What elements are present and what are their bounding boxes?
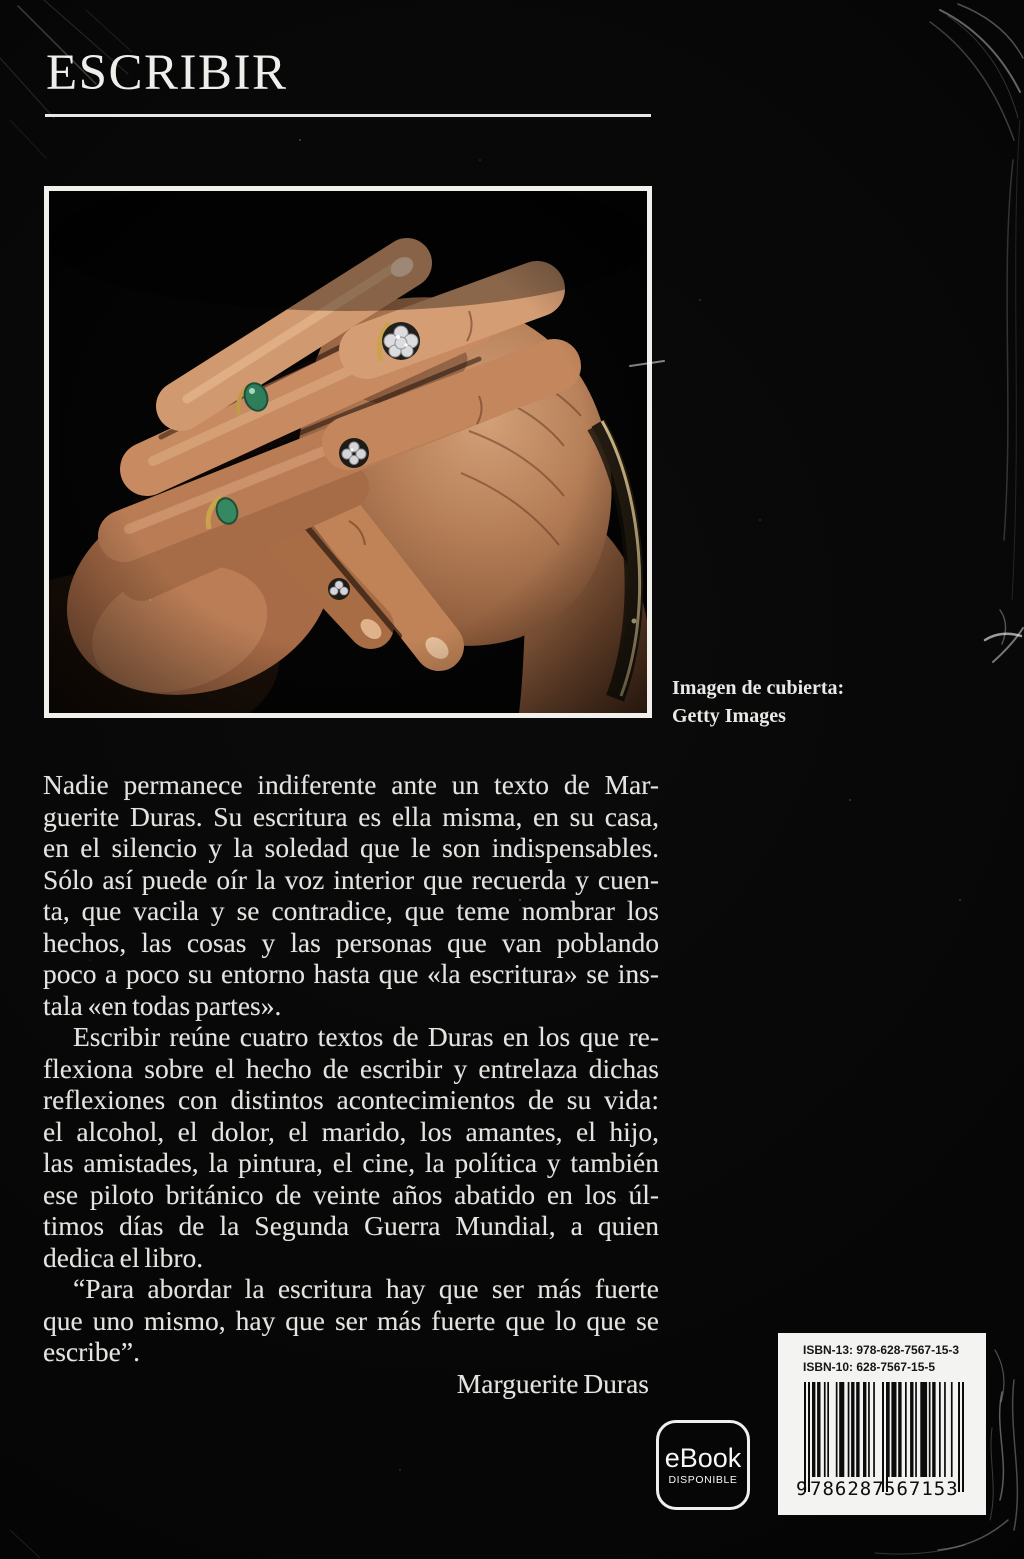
ebook-badge-label: eBook	[664, 1443, 742, 1473]
isbn10-text: ISBN-10: 628-7567-15-5	[803, 1360, 936, 1374]
text-line: reflexiones con distintos acontecimientos de su vida:	[43, 1084, 659, 1115]
text-line: Nadie permanece indiferente ante un texto de Mar-	[43, 769, 659, 800]
credit-line-1: Imagen de cubierta:	[672, 677, 845, 699]
text-line: ta, que vacila y se contradice, que teme nombrar los	[43, 895, 659, 926]
back-cover-text	[43, 769, 659, 1399]
text-line: el alcohol, el dolor, el marido, los amantes, el hijo,	[43, 1115, 659, 1147]
title-rule	[45, 114, 651, 117]
text-line: guerite Duras. Su escritura es ella misma, en su casa,	[43, 800, 659, 832]
text-line: dedica el libro.	[43, 1241, 204, 1273]
isbn-barcode-box	[778, 1333, 986, 1515]
text-line: flexiona sobre el hecho de escribir y entrelaza dichas	[43, 1052, 659, 1084]
barcode-digits	[796, 1478, 972, 1500]
text-line: ese piloto británico de veinte años abatido en los úl-	[43, 1178, 659, 1210]
text-line: en el silencio y la soledad que le son indispensables.	[43, 832, 659, 863]
text-line: las amistades, la pintura, el cine, la política y también	[43, 1147, 659, 1178]
text-line: timos días de la Segunda Guerra Mundial, a quien	[43, 1210, 659, 1241]
text-line: “Para abordar la escritura hay que ser más fuerte	[73, 1273, 659, 1304]
author-attribution: Marguerite Duras	[456, 1367, 649, 1399]
credit-line-2: Getty Images	[672, 705, 786, 727]
clasped-hands-photo	[49, 191, 647, 713]
cover-title: ESCRIBIR	[46, 45, 288, 101]
barcode-digit-group: 786287	[810, 1478, 885, 1500]
cover-photo-frame	[44, 186, 652, 718]
ebook-badge	[656, 1420, 750, 1510]
text-line: Sólo así puede oír la voz interior que recuerda y cuen-	[43, 863, 659, 895]
text-line: Escribir reúne cuatro textos de Duras en los que re-	[73, 1021, 659, 1052]
barcode	[796, 1382, 972, 1500]
text-line: escribe”.	[43, 1336, 140, 1367]
barcode-digit-group: 567153	[884, 1478, 959, 1500]
text-line: hechos, las cosas y las personas que van poblando	[43, 926, 659, 958]
cover-image-credit	[672, 674, 844, 730]
ebook-badge-sublabel: DISPONIBLE	[668, 1474, 738, 1486]
isbn13-text: ISBN-13: 978-628-7567-15-3	[803, 1343, 960, 1357]
barcode-digit-left: 9	[796, 1478, 808, 1500]
text-line: que uno mismo, hay que ser más fuerte que lo que se	[43, 1304, 659, 1336]
barcode-bars	[796, 1382, 972, 1492]
text-line: tala «en todas partes».	[43, 989, 282, 1021]
text-line: poco a poco su entorno hasta que «la escritura» se ins-	[43, 958, 659, 989]
